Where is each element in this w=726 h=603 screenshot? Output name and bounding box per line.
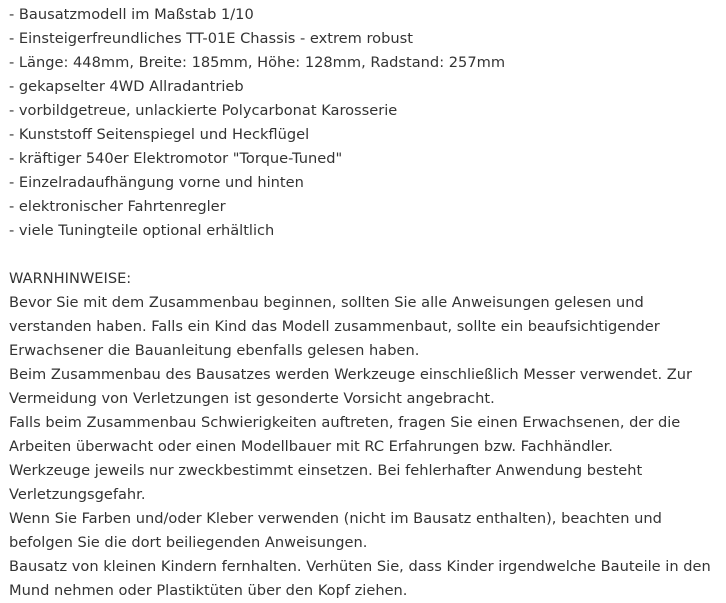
feature-item: - gekapselter 4WD Allradantrieb <box>9 78 244 95</box>
warnings-section <box>9 267 721 603</box>
feature-item: - Kunststoff Seitenspiegel und Heckflügel <box>9 126 310 143</box>
feature-item: - viele Tuningteile optional erhältlich <box>9 222 275 239</box>
warning-paragraph: Wenn Sie Farben und/oder Kleber verwenden (nicht im Bausatz enthalten), beachten und befolgen Sie die dort beiliegenden Anweisungen. <box>9 510 662 551</box>
feature-item: - Einsteigerfreundliches TT-01E Chassis - extrem robust <box>9 30 413 47</box>
feature-item: - Einzelradaufhängung vorne und hinten <box>9 174 304 191</box>
warning-paragraph: Werkzeuge jeweils nur zweckbestimmt einsetzen. Bei fehlerhafter Anwendung besteht Verletzungsgefahr. <box>9 462 643 503</box>
feature-item: - Bausatzmodell im Maßstab 1/10 <box>9 6 254 23</box>
product-description <box>9 3 721 603</box>
warnings-heading: WARNHINWEISE: <box>9 270 132 287</box>
spacer <box>9 243 721 267</box>
feature-item: - kräftiger 540er Elektromotor "Torque-Tuned" <box>9 150 343 167</box>
warning-paragraph: Bausatz von kleinen Kindern fernhalten. Verhüten Sie, dass Kinder irgendwelche Bauteile in den Mund nehmen oder Plastiktüten über den Kopf ziehen. <box>9 558 711 599</box>
feature-item: - vorbildgetreue, unlackierte Polycarbonat Karosserie <box>9 102 398 119</box>
warning-paragraph: Bevor Sie mit dem Zusammenbau beginnen, sollten Sie alle Anweisungen gelesen und verstanden haben. Falls ein Kind das Modell zusammenbaut, sollte ein beaufsichtigender Erwachsener die Bauanleitung ebenfalls gelesen haben. <box>9 294 660 359</box>
warning-paragraph: Beim Zusammenbau des Bausatzes werden Werkzeuge einschließlich Messer verwendet. Zur Vermeidung von Verletzungen ist gesonderte Vorsicht angebracht. <box>9 366 692 407</box>
feature-item: - Länge: 448mm, Breite: 185mm, Höhe: 128mm, Radstand: 257mm <box>9 54 506 71</box>
feature-list <box>9 3 721 243</box>
warning-paragraph: Falls beim Zusammenbau Schwierigkeiten auftreten, fragen Sie einen Erwachsenen, der die Arbeiten überwacht oder einen Modellbauer mit RC Erfahrungen bzw. Fachhändler. <box>9 414 681 455</box>
feature-item: - elektronischer Fahrtenregler <box>9 198 226 215</box>
